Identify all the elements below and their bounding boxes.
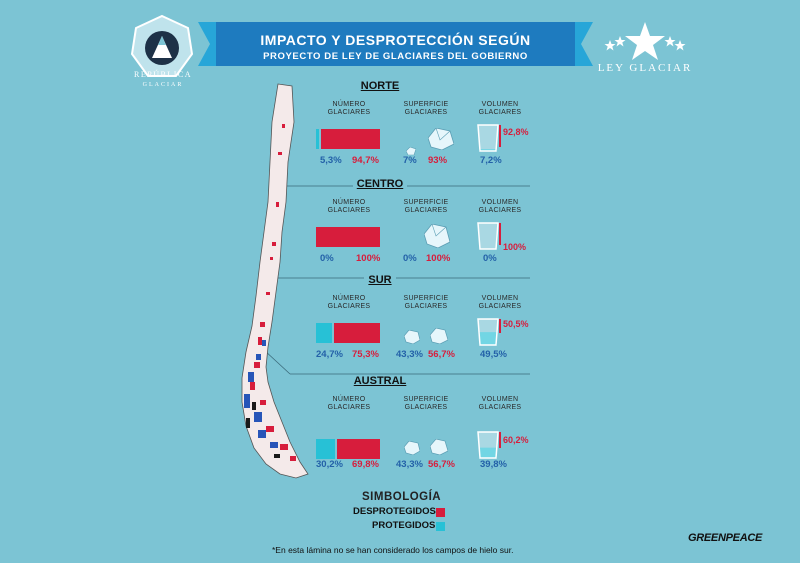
volumen-desprotegidos-value: 50,5% xyxy=(503,319,529,329)
bar-desprotegidos xyxy=(337,439,380,459)
numero-protegidos-value: 24,7% xyxy=(316,349,343,360)
greenpeace-logo: GREENPEACE xyxy=(688,532,763,544)
superficie-protegidos-value: 43,3% xyxy=(396,349,423,360)
bar-protegidos xyxy=(316,439,335,459)
bar-desprotegidos xyxy=(334,323,380,343)
volumen-glass-icon xyxy=(476,317,500,347)
superficie-desprotegidos-ice-icon xyxy=(424,224,450,253)
volumen-protegidos-value: 0% xyxy=(483,253,497,264)
numero-bar xyxy=(316,323,380,343)
numero-protegidos-value: 30,2% xyxy=(316,459,343,470)
superficie-protegidos-ice-icon xyxy=(404,330,420,349)
superficie-protegidos-value: 43,3% xyxy=(396,459,423,470)
superficie-desprotegidos-value: 93% xyxy=(428,155,448,166)
legend-desprotegidos-swatch xyxy=(436,508,445,517)
superficie-desprotegidos-value: 56,7% xyxy=(428,459,455,470)
region-section-norte xyxy=(300,80,540,176)
superficie-desprotegidos-value: 56,7% xyxy=(428,349,455,360)
page-subtitle: PROYECTO DE LEY DE GLACIARES DEL GOBIERNO xyxy=(263,51,528,62)
header-numero: NÚMERO GLACIARES xyxy=(327,295,371,310)
volumen-marker xyxy=(499,125,501,147)
header-numero: NÚMERO GLACIARES xyxy=(327,396,371,411)
legend-desprotegidos-label: DESPROTEGIDOS xyxy=(353,506,436,517)
volumen-glass-icon xyxy=(476,221,500,251)
superficie-desprotegidos-ice-icon xyxy=(430,439,448,460)
superficie-desprotegidos-ice-icon xyxy=(428,128,454,155)
region-title: SUR xyxy=(300,274,460,286)
republica-glaciar-wordmark: REPÚBLICA GLACIAR xyxy=(134,70,192,88)
volumen-desprotegidos-value: 92,8% xyxy=(503,127,529,137)
volumen-glass-icon xyxy=(476,123,500,153)
region-section-austral xyxy=(300,375,540,471)
numero-desprotegidos-value: 100% xyxy=(356,253,381,264)
volumen-marker xyxy=(499,223,501,245)
bar-desprotegidos xyxy=(321,129,380,149)
numero-desprotegidos-value: 69,8% xyxy=(352,459,379,470)
header-superficie: SUPERFICIE GLACIARES xyxy=(403,396,449,411)
bar-protegidos xyxy=(316,129,319,149)
region-title: CENTRO xyxy=(300,178,460,190)
superficie-protegidos-value: 7% xyxy=(403,155,417,166)
legend-title: SIMBOLOGÍA xyxy=(362,491,442,503)
ley-glaciar-wordmark: LEY GLACIAR xyxy=(597,62,693,74)
title-banner xyxy=(198,22,593,66)
numero-bar xyxy=(316,129,380,149)
header-volumen: VOLUMEN GLACIARES xyxy=(478,295,522,310)
volumen-protegidos-value: 49,5% xyxy=(480,349,507,360)
header-numero: NÚMERO GLACIARES xyxy=(327,199,371,214)
region-title: NORTE xyxy=(300,80,460,92)
header-superficie: SUPERFICIE GLACIARES xyxy=(403,199,449,214)
page-title: IMPACTO Y DESPROTECCIÓN SEGÚN xyxy=(260,32,531,48)
legend-protegidos-swatch xyxy=(436,522,445,531)
numero-bar xyxy=(316,439,380,459)
volumen-protegidos-value: 39,8% xyxy=(480,459,507,470)
volumen-desprotegidos-value: 60,2% xyxy=(503,435,529,445)
superficie-protegidos-value: 0% xyxy=(403,253,417,264)
volumen-marker xyxy=(499,432,501,448)
header-superficie: SUPERFICIE GLACIARES xyxy=(403,101,449,116)
header-volumen: VOLUMEN GLACIARES xyxy=(478,396,522,411)
bar-protegidos xyxy=(316,323,332,343)
header-volumen: VOLUMEN GLACIARES xyxy=(478,101,522,116)
superficie-desprotegidos-ice-icon xyxy=(430,328,448,349)
volumen-glass-icon xyxy=(476,430,500,460)
header-superficie: SUPERFICIE GLACIARES xyxy=(403,295,449,310)
volumen-desprotegidos-value: 100% xyxy=(503,242,527,252)
bar-desprotegidos xyxy=(316,227,380,247)
header-volumen: VOLUMEN GLACIARES xyxy=(478,199,522,214)
volumen-marker xyxy=(499,319,501,333)
numero-bar xyxy=(316,227,380,247)
numero-desprotegidos-value: 75,3% xyxy=(352,349,379,360)
legend-protegidos-label: PROTEGIDOS xyxy=(372,520,436,531)
header-numero: NÚMERO GLACIARES xyxy=(327,101,371,116)
numero-protegidos-value: 5,3% xyxy=(320,155,342,166)
footnote: *En esta lámina no se han considerado los campos de hielo sur. xyxy=(272,545,514,555)
superficie-protegidos-ice-icon xyxy=(404,441,420,460)
region-section-centro xyxy=(300,178,540,274)
numero-desprotegidos-value: 94,7% xyxy=(352,155,379,166)
region-section-sur xyxy=(300,274,540,370)
region-title: AUSTRAL xyxy=(300,375,460,387)
numero-protegidos-value: 0% xyxy=(320,253,334,264)
volumen-protegidos-value: 7,2% xyxy=(480,155,502,166)
superficie-desprotegidos-value: 100% xyxy=(426,253,451,264)
